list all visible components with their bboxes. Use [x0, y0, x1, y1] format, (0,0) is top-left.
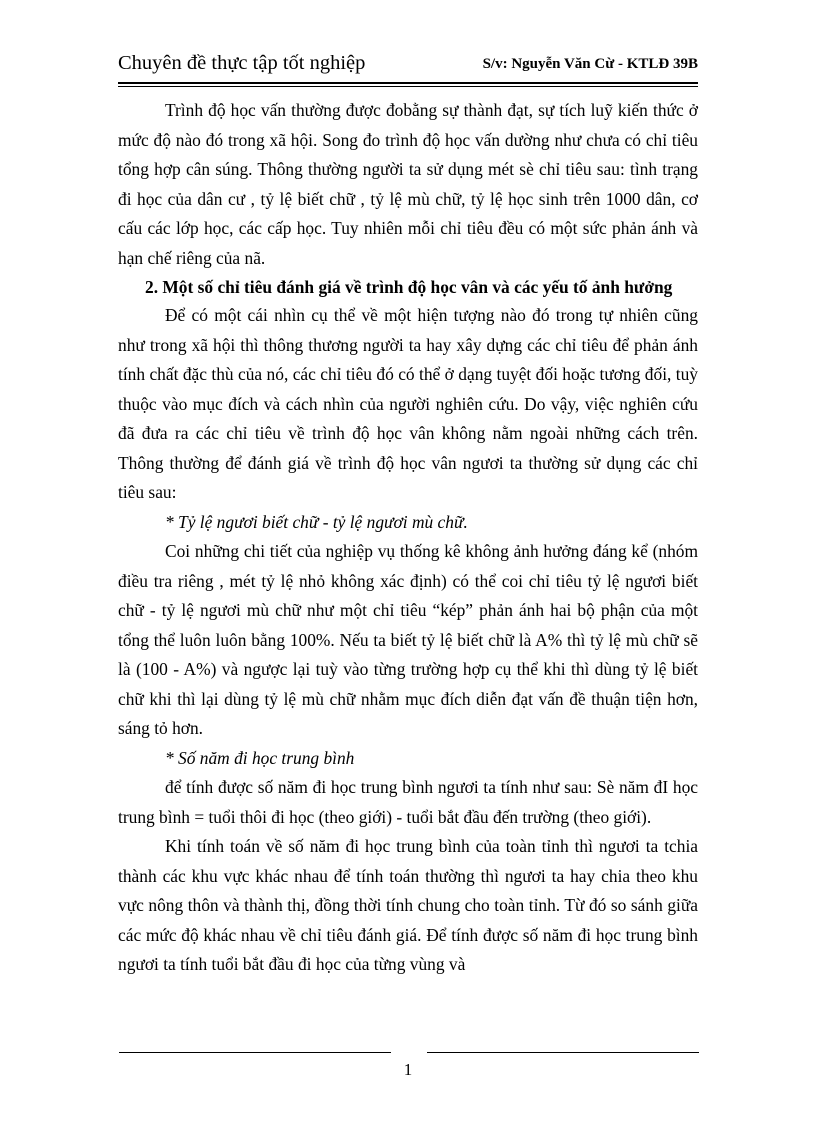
- paragraph-indicators: Để có một cái nhìn cụ thể về một hiện tượng nào đó trong tự nhiên cũng như trong xã hội thì thông thương người ta hay xây dựng các chỉ tiêu để phản ánh tính chất đặc thù của nó, các chỉ tiêu đó có thể ở dạng tuyệt đối hoặc tương đối, tuỳ thuộc vào mục đích và cách nhìn của người nghiên cứu. Do vậy, việc nghiên cứu đã đưa ra các chỉ tiêu về trình độ học vân không nằm ngoài những cách trên. Thông thường để đánh giá về trình độ học vân ngươi ta thường sử dụng các chỉ tiêu sau:: [118, 305, 698, 502]
- page-header: [118, 52, 698, 80]
- header-author: S/v: Nguyễn Văn Cừ - KTLĐ 39B: [482, 56, 698, 72]
- subheading-school-years: * Số năm đi học trung bình: [165, 747, 355, 768]
- footer-rule-left: [119, 1052, 391, 1053]
- page-number: 1: [403, 1060, 413, 1079]
- paragraph-intro: Trình độ học vấn thường được đobằng sự thành đạt, sự tích luỹ kiến thức ở mức độ nào đó trong xã hội. Song đo trình độ học vấn dường như chưa có chỉ tiêu tổng hợp cân súng. Thông thường người ta sử dụng mét sè chỉ tiêu sau: tình trạng đi học của dân cư , tỷ lệ biết chữ , tỷ lệ mù chữ, tỷ lệ học sinh trên 1000 dân, cơ cấu các lớp học, các cấp học. Tuy nhiên mỗi chỉ tiêu đều có một sức phản ánh và hạn chế riêng của nã.: [118, 100, 698, 268]
- footer-rule-right: [427, 1052, 699, 1053]
- section-heading: 2. Một số chỉ tiêu đánh giá về trình độ học vân và các yếu tố ảnh hưởng: [145, 277, 673, 297]
- header-title: Chuyên đề thực tập tốt nghiệp: [118, 52, 366, 74]
- paragraph-school-years-regions: Khi tính toán về số năm đi học trung bình của toàn tỉnh thì ngươi ta tchia thành các khu vực khác nhau để tính toán thường thì ngươi ta hay chia theo khu vực nông thôn và thành thị, đồng thời tính chung cho toàn tỉnh. Từ đó so sánh giữa các mức độ khác nhau về chỉ tiêu đánh giá. Để tính được số năm đi học trung bình ngươi ta tính tuổi bắt đầu đi học của từng vùng và: [118, 836, 698, 974]
- subheading-literacy: * Tỷ lệ ngươi biết chữ - tỷ lệ ngươi mù chữ.: [165, 511, 468, 532]
- header-divider: [118, 82, 698, 87]
- document-body: [118, 96, 698, 980]
- paragraph-school-years-formula: để tính được số năm đi học trung bình ngươi ta tính như sau: Sè năm đI học trung bình = tuổi thôi đi học (theo giới) - tuổi bắt đầu đến trường (theo giới).: [118, 777, 698, 827]
- paragraph-literacy: Coi những chi tiết của nghiệp vụ thống kê không ảnh hưởng đáng kể (nhóm điều tra riêng , mét tỷ lệ nhỏ không xác định) có thể coi chỉ tiêu tỷ lệ ngươi biết chữ - tỷ lệ ngươi mù chữ như một chỉ tiêu “kép” phản ánh hai bộ phận của một tổng thể luôn luôn bằng 100%. Nếu ta biết tỷ lệ biết chữ là A% thì tỷ lệ mù chữ sẽ là (100 - A%) và ngược lại tuỳ vào từng trường hợp cụ thể khi thì dùng tỷ lệ biết chữ khi thì lại dùng tỷ lệ mù chữ nhằm mục đích diễn đạt vấn đề thuận tiện hơn, sáng tỏ hơn.: [118, 541, 698, 738]
